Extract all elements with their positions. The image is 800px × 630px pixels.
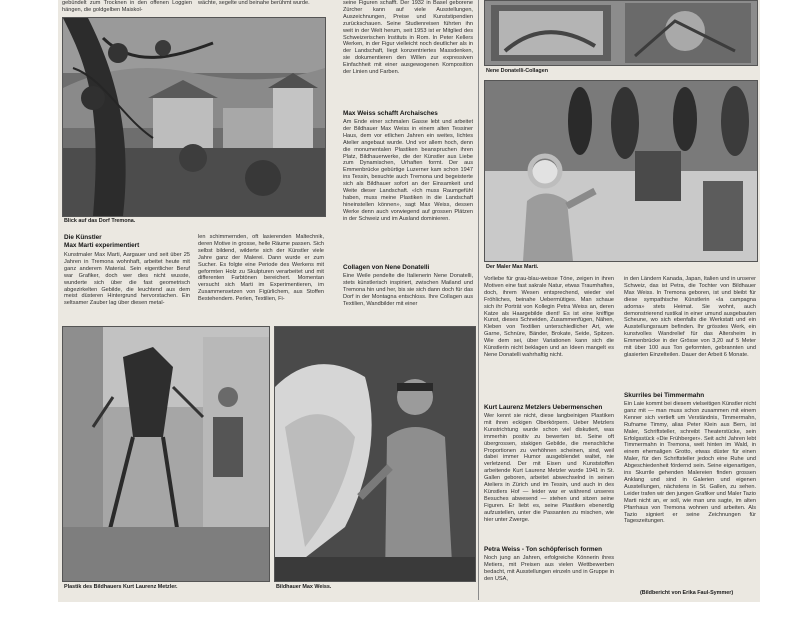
column-rule [478,0,479,600]
heading-skurriles: Skurriles bei Timmermahn [624,392,705,399]
col2-text-marti: len schimmernden, oft lasierenden Maltechnik, deren Motive in grosse, helle Räume passen. Sich selbst bildend, wilderte sich der Künstler viele Jahre ganz der Malerei. Dann wurde er zum Sucher. Es folgte eine Periode des Werkens mit geformten Holz zu Skulpturen verarbeitet und mit differenten Farbtönen bereichert. Momentan versucht sich Marti im Experimentieren, im Zusammensetzen von Figürlichem, aus Stoffen Bestehendem. Perlen, Textilien, Fi- [198,234,324,303]
caption-marti: Der Maler Max Marti. [486,264,539,270]
photo-max-marti [484,80,758,262]
photo-donatelli-collagen [484,0,758,66]
caption-max-weiss: Bildhauer Max Weiss. [276,584,332,590]
caption-metzler-plastik: Plastik des Bildhauers Kurt Laurenz Metzler. [64,584,178,590]
photo-max-weiss [274,326,476,582]
col4-text-donatelli: Vorliebe für grau-blau-weisse Töne, zeigen in ihren Motiven eine fast sakrale Natur, etwas Traumhaftes, doch, ihrem Wesen entsprechend, wieder viel Fröhliches, beinahe Uebermütiges. Man schaue sich ihr Porträt von Kollegin Petra Weiss an, deren Katze als Haargebilde dient! Es ist eine kniffige Kunst, dieses Schneiden, Zusammenfügen, Nähen, Kleben von Textilien unterschiedlicher Art, wie Garne, Schnüre, Bänder, Brokate, Seide, Spitzen. Wie dem sei, über Variationen kann sich die Künstlerin nicht beklagen und an Ideen mangelt es Nene Donatelli wahrhaftig nicht. [484,276,614,358]
col3-text-weiss: Am Ende einer schmalen Gasse lebt und arbeitet der Bildhauer Max Weiss in einem alten Tessiner Haus, dem vor etlichen Jahren ein weites, lichtes Atelier angebaut wurde. Und vor allem hoch, denn die monumentalen Plastiken beanspruchen ihren Platz, Bildhauerwerke, die der Künstler aus Liebe zum Dynamischen, Urhaften formt. Der aus Emmenbrücke gebürtige Luzerner kam schon 1947 ins Tessin, besuchte auch Tremona und begeisterte sich als Bildhauer sofort an der Einsamkeit und Weite dieser Landschaft. «Ich muss Raumgefühl haben, muss meine Plastiken in die Landschaft hineinstellen können», sagt Max Weiss, dessen Werke denn auch vorwiegend auf grossen Plätzen in der Schweiz und im Ausland dominieren. [343,119,473,222]
col4-text-metzler: Wer kennt sie nicht, diese langbeinigen Plastiken mit ihren eckigen Oberkörpern. Ueber Metzlers Kunstrichtung wurde schon viel diskutiert, was immerhin positiv zu bewerten ist. Seine oft übergrossen, stakigen Gebilde, die menschliche Proportionen zu verhöhnen scheinen, sind, weil dabei immer Humor ausgeblendet waltet, nie verletzend. Der mit Eisen und Kunststoffen arbeitende Kurt Laurenz Metzler wurde 1941 in St. Gallen geboren, arbeitet abwechselnd in seinen Ateliers in Zürich und im Tessin, und auch in des Künstlers Hof — leider war er während unseres Besuches abwesend — stehen und sitzen seine Figuren. Er liebt es, seine Plastiken ebenerdig aufzustellen, unter die Passanten zu mischen, wie hier unter Zwerge. [484,413,614,523]
credit-line: (Bildbericht von Erika Faul-Symmer) [640,590,734,596]
col1-text-marti: Kunstmaler Max Marti, Aargauer und seit über 25 Jahren in Tremona wohnhaft, arbeitet heute mit ganz anderem Material. Sein eigentlicher Beruf war Grafiker, doch wer dies nicht wusste, wunderte sich über die fast geometrisch abgezirkelten Gebilde, die leuchtend aus dem meist düsteren Hintergrund hervorstachen. Ein seltsamer Zauber lag über diesen metal- [64,252,190,307]
photo-village-tremona [62,17,326,217]
col5-text-timmermahn: Ein Laie kommt bei diesem vielseitigen Künstler nicht ganz mit — man muss schon zusammen mit einem Kenner sich vertieft um Verständnis, Timmermahn, Rufname Timmy, alias Peter Klein aus Bern, ist Maler, Schriftsteller, schreibt Theaterstücke, sein Erfolgsstück «Die Frühberger». Seit acht Jahren lebt Timmermahn in Tremona, weit hinten im Wald, in einem ehemaligen Grotto, etwas düster für einen Maler, für den Schriftsteller jedoch eine Ruhe und Abgeschiedenheit fördernd sein. Seine eigenartigen, ins Skurrile gehenden Malereien finden grossen Anklang und sind in Galerien und eigenen Ausstellungen, nächstens in St. Gallen, zu sehen. Leider trafen wir den jungen Grafiker und Maler Tazio Marti nicht an, er soll, wie man uns sagte, im alten Pfarrhaus von Tremona wohnen und arbeiten. Als Tazio signiert er seine Zeichnungen für Tageszeitungen. [624,401,756,525]
col4-text-petra: Noch jung an Jahren, erfolgreiche Könnerin ihres Metiers, mit Preisen aus vielen Wettbewerben bedacht, mit Ausstellungen einzeln und in Gruppe in den USA, [484,555,614,582]
col2-top-fragment: wächte, segelte und beinahe berühmt wurde. [198,0,310,6]
col3-text-donatelli: Eine Weile pendelte die Italienerin Nene Donatelli, stets künstlerisch inspiriert, zwischen Mailand und Tremona hin und her, bis sie sich dann doch für das Dorf in der Montagna entschloss. Ihre Collagen aus Textilien, Wandbilder mit einer [343,273,473,307]
heading-die-kuenstler: Die Künstler [64,234,102,241]
col5-text-petra: in den Ländern Kanada, Japan, Italien und in unserer Schweiz, das ist Petra, die Tochter von Bildhauer Max Weiss. In Tremona geboren, ist und bleibt für diese sympathische Künstlerin «la campagna adorna» stets Heimat. Sie wohnt, auch demonstrierend rustikal in einer umund ausgebauten Scheune, wo sich ebenfalls die Werkstatt und ein Ausstellungsraum befinden. Ihr grösstes Werk, ein kunstvolles Wandrelief für das Altersheim in Emmenbrücke in der Grösse von 3,20 auf 5 Meter mit über 100 aus Ton geformten, gebrannten und glasierten Einzelteilen. Dauer der Arbeit 6 Monate. [624,276,756,358]
newspaper-clipping [58,0,760,602]
heading-max-marti: Max Marti experimentiert [64,242,140,249]
col1-top-fragment: gebündelt zum Trocknen in den offenen Loggien hängen, die goldgelben Maiskol- [62,0,192,13]
caption-village: Blick auf das Dorf Tremona. [64,218,136,224]
heading-max-weiss: Max Weiss schafft Archaisches [343,110,438,117]
col3-text-keller: seine Figuren schafft. Der 1932 in Basel geborene Zürcher kann auf viele Ausstellungen, Auszeichnungen, Preise und Kunststipendien zurückschauen. Seine Studienreisen führten ihn weit in der Welt herum, seit 1953 ist er Mitglied des Schweizerischen Instituts in Rom. In Peter Kellers Werken, in der Figur vielleicht noch deutlicher als in der Landschaft, liegt konzentriertes Massdenken, sie dokumentieren den Willen zur expressiven Einfachheit mit einer ausgewogenen Komposition der Linien und Farben. [343,0,473,76]
caption-collagen: Nene Donatelli-Collagen [486,68,549,74]
heading-nene-donatelli: Collagen von Nene Donatelli [343,264,430,271]
heading-metzler: Kurt Laurenz Metzlers Uebermenschen [484,404,603,411]
heading-petra-weiss: Petra Weiss - Ton schöpferisch formen [484,546,603,553]
photo-metzler-plastik [62,326,270,582]
